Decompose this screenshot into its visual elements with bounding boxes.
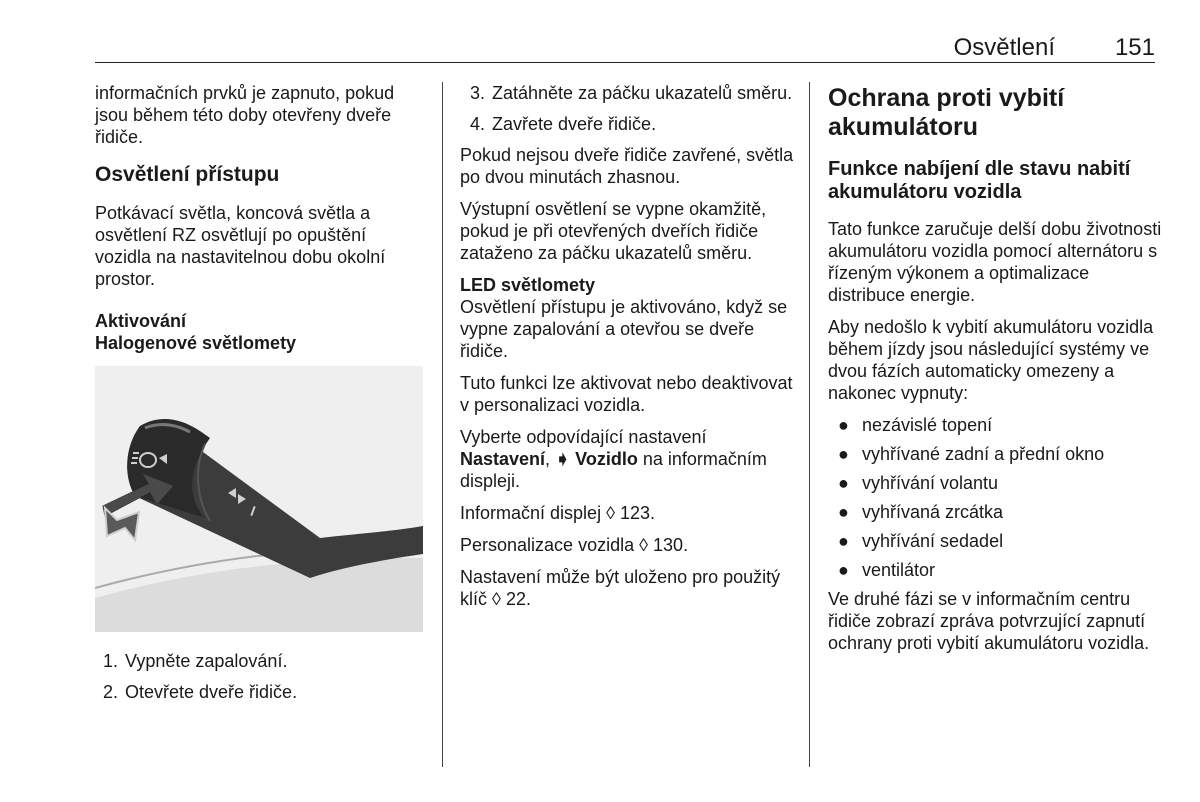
- ordered-list-continued: [460, 82, 795, 135]
- bullet-icon: ●: [838, 502, 849, 522]
- paragraph-select-setting: Vyberte odpovídající nastavení Nastavení, ➧ Vozidlo na informačním displeji.: [460, 427, 767, 491]
- menu-arrow-icon: ➧: [555, 449, 571, 469]
- menu-settings: Nastavení: [460, 449, 546, 469]
- list-item: ● vyhřívaná zrcátka: [828, 501, 1163, 523]
- list-item: [103, 650, 433, 672]
- access-lighting-paragraph: Potkávací světla, koncová světla a osvětlení RZ osvětlují po opuštění vozidla na nastavitelnou dobu okolní prostor.: [95, 203, 386, 289]
- step-number: 2.: [103, 682, 119, 702]
- paragraph-toggle-function: Tuto funkci lze aktivovat nebo deaktivovat v personalizaci vozidla.: [460, 373, 793, 415]
- column-3: [828, 82, 1163, 664]
- page-reference-icon: ◊: [492, 589, 501, 609]
- paragraph-key-storage: Nastavení může být uloženo pro použitý klíč ◊ 22.: [460, 567, 781, 609]
- subheading-halogen: Halogenové světlomety: [95, 333, 297, 353]
- page-reference-icon: ◊: [606, 503, 615, 523]
- paragraph-exit-lighting: Výstupní osvětlení se vypne okamžitě, pokud je při otevřených dveřích řidiče zataženo za páčku ukazatelů směru.: [460, 199, 767, 263]
- ordered-list: [103, 650, 433, 703]
- step-text: Zatáhněte za páčku ukazatelů směru.: [492, 83, 793, 103]
- bullet-icon: ●: [838, 473, 849, 493]
- bullet-list-systems: [828, 414, 1163, 581]
- step-number: 3.: [470, 83, 486, 103]
- reference-info-display: Informační displej ◊ 123.: [460, 503, 656, 523]
- lever-illustration: [95, 366, 423, 632]
- subheading-led: LED světlomety: [460, 275, 596, 295]
- step-number: 1.: [103, 651, 119, 671]
- bullet-icon: ●: [838, 560, 849, 580]
- column-2: [460, 82, 795, 620]
- step-text: Otevřete dveře řidiče.: [125, 682, 298, 702]
- paragraph-led-activation: Osvětlení přístupu je aktivováno, když se vypne zapalování a otevřou se dveře řidiče.: [460, 297, 788, 361]
- paragraph-doors-not-closed: Pokud nejsou dveře řidiče zavřené, světla po dvou minutách zhasnou.: [460, 145, 794, 187]
- subheading-charging-function: Funkce nabíjení dle stavu nabití akumulátoru vozidla: [828, 158, 1131, 203]
- paragraph-systems-limited: Aby nedošlo k vybití akumulátoru vozidla během jízdy jsou následující systémy ve dvou fázích automaticky omezeny a nakonec vypnuty:: [828, 317, 1154, 403]
- list-item: [470, 82, 795, 104]
- list-item: ● nezávislé topení: [828, 414, 1163, 436]
- list-item: [103, 681, 433, 703]
- bullet-icon: ●: [838, 444, 849, 464]
- column-divider-1: [442, 82, 443, 767]
- list-item: [470, 113, 795, 135]
- page-reference-icon: ◊: [639, 535, 649, 555]
- subheading-activation: Aktivování: [95, 311, 187, 331]
- paragraph-second-phase: Ve druhé fázi se v informačním centru řidiče zobrazí zpráva potvrzující zapnutí ochrany proti vybití akumulátoru vozidla.: [828, 589, 1150, 653]
- page-number: 151: [1114, 34, 1155, 61]
- step-number: 4.: [470, 114, 486, 134]
- bullet-icon: ●: [838, 415, 849, 435]
- list-item: ● ventilátor: [828, 559, 1163, 581]
- page-header: [95, 30, 1155, 63]
- steps-list-col1: [103, 650, 433, 712]
- column-1: [95, 82, 425, 354]
- step-text: Zavřete dveře řidiče.: [492, 114, 657, 134]
- intro-paragraph: informačních prvků je zapnuto, pokud jsou během této doby otevřeny dveře řidiče.: [95, 83, 395, 147]
- bullet-icon: ●: [838, 531, 849, 551]
- step-text: Vypněte zapalování.: [125, 651, 288, 671]
- reference-personalization: Personalizace vozidla ◊ 130.: [460, 535, 689, 555]
- list-item: ● vyhřívané zadní a přední okno: [828, 443, 1163, 465]
- column-divider-2: [809, 82, 810, 767]
- list-item: ● vyhřívání volantu: [828, 472, 1163, 494]
- paragraph-function-description: Tato funkce zaručuje delší dobu životnosti akumulátoru vozidla pomocí alternátoru s řízeným výkonem a optimalizace distribuce energie.: [828, 219, 1162, 305]
- section-title: Osvětlení: [953, 34, 1055, 61]
- turn-signal-lever-image: [95, 366, 423, 632]
- section-heading-access-lighting: Osvětlení přístupu: [95, 163, 280, 186]
- list-item: ● vyhřívání sedadel: [828, 530, 1163, 552]
- section-heading-battery-protection: Ochrana proti vybití akumulátoru: [828, 84, 1065, 141]
- menu-vehicle: Vozidlo: [575, 449, 638, 469]
